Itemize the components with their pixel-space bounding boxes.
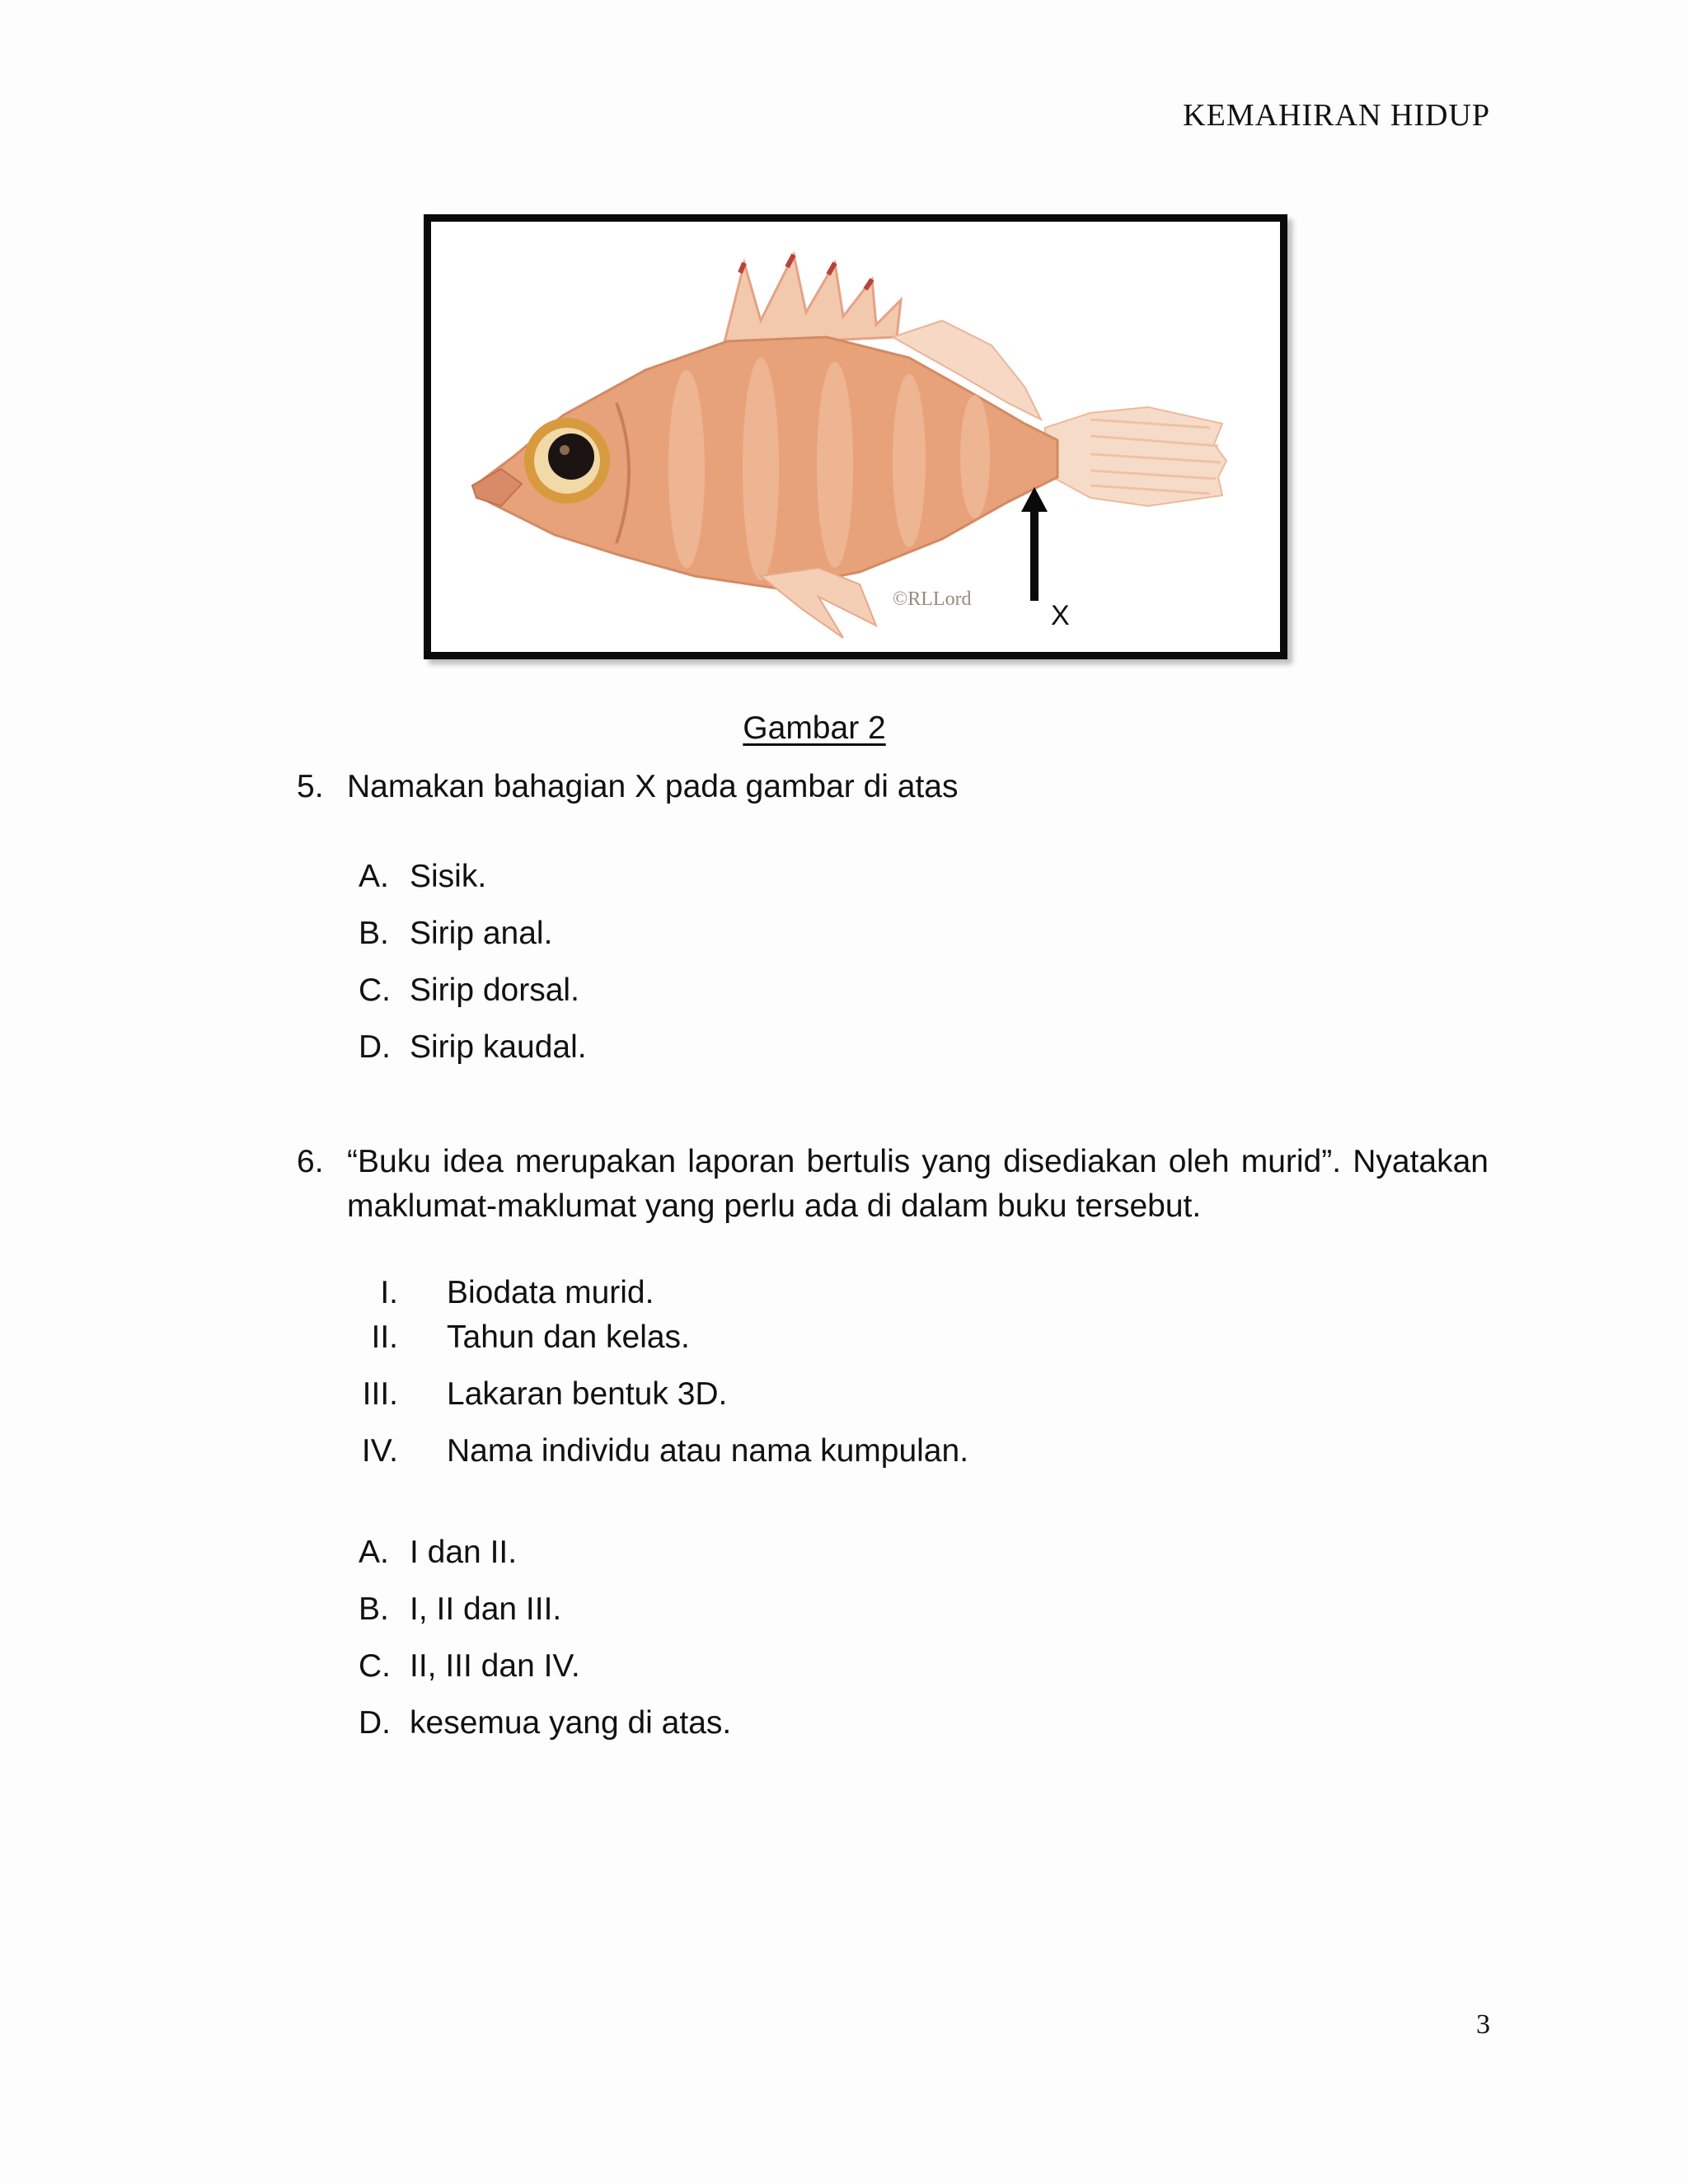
statement-numeral: III. <box>362 1376 398 1412</box>
q6-option-b[interactable] <box>359 1590 561 1629</box>
statement-numeral: I. <box>380 1275 398 1310</box>
option-letter: C. <box>359 972 391 1008</box>
option-letter: B. <box>359 916 389 951</box>
option-text: Sisik. <box>410 859 487 894</box>
question-number: 5. <box>297 769 324 804</box>
q6-option-a[interactable] <box>359 1533 517 1572</box>
anal-fin <box>761 568 876 638</box>
option-text: II, III dan IV. <box>410 1648 580 1684</box>
figure-caption: Gambar 2 <box>743 710 886 746</box>
option-text: I, II dan III. <box>410 1591 562 1627</box>
page-number: 3 <box>1476 2009 1490 2040</box>
option-text: Sirip anal. <box>410 916 553 951</box>
pointer-label-x: X <box>1051 600 1070 631</box>
fish-eye <box>524 418 610 504</box>
q6-option-c[interactable] <box>359 1647 580 1686</box>
option-letter: D. <box>359 1029 391 1065</box>
q5-option-b[interactable] <box>359 914 552 954</box>
statement-text: Nama individu atau nama kumpulan. <box>447 1433 969 1469</box>
question-text: “Buku idea merupakan laporan bertulis yang disediakan oleh murid”. Nyatakan maklumat-maklumat yang perlu ada di dalam buku tersebut. <box>347 1144 1489 1224</box>
q6-option-d[interactable] <box>359 1704 731 1743</box>
q5-option-d[interactable] <box>359 1028 587 1067</box>
option-letter: A. <box>359 859 389 894</box>
option-letter: A. <box>359 1535 389 1570</box>
option-letter: B. <box>359 1591 389 1627</box>
option-letter: C. <box>359 1648 391 1684</box>
option-text: I dan II. <box>410 1535 518 1570</box>
statement-text: Tahun dan kelas. <box>447 1319 690 1355</box>
fish-figure-frame <box>424 214 1287 659</box>
question-text: Namakan bahagian X pada gambar di atas <box>347 769 959 804</box>
q5-option-c[interactable] <box>359 971 579 1010</box>
statement-numeral: II. <box>371 1319 398 1355</box>
option-letter: D. <box>359 1705 391 1741</box>
option-text: Sirip dorsal. <box>410 972 579 1008</box>
option-text: kesemua yang di atas. <box>410 1705 732 1741</box>
statement-text: Lakaran bentuk 3D. <box>447 1376 728 1412</box>
caudal-fin <box>1045 407 1226 506</box>
q5-option-a[interactable] <box>359 857 486 897</box>
pointer-arrow-icon <box>1021 487 1048 601</box>
fish-illustration <box>431 222 1280 652</box>
option-text: Sirip kaudal. <box>410 1029 587 1065</box>
statement-text: Biodata murid. <box>447 1275 654 1310</box>
question-number: 6. <box>297 1144 324 1179</box>
statement-numeral: IV. <box>361 1433 398 1469</box>
subject-header: KEMAHIRAN HIDUP <box>1183 98 1490 133</box>
watermark-text: ©RLLord <box>893 588 972 610</box>
